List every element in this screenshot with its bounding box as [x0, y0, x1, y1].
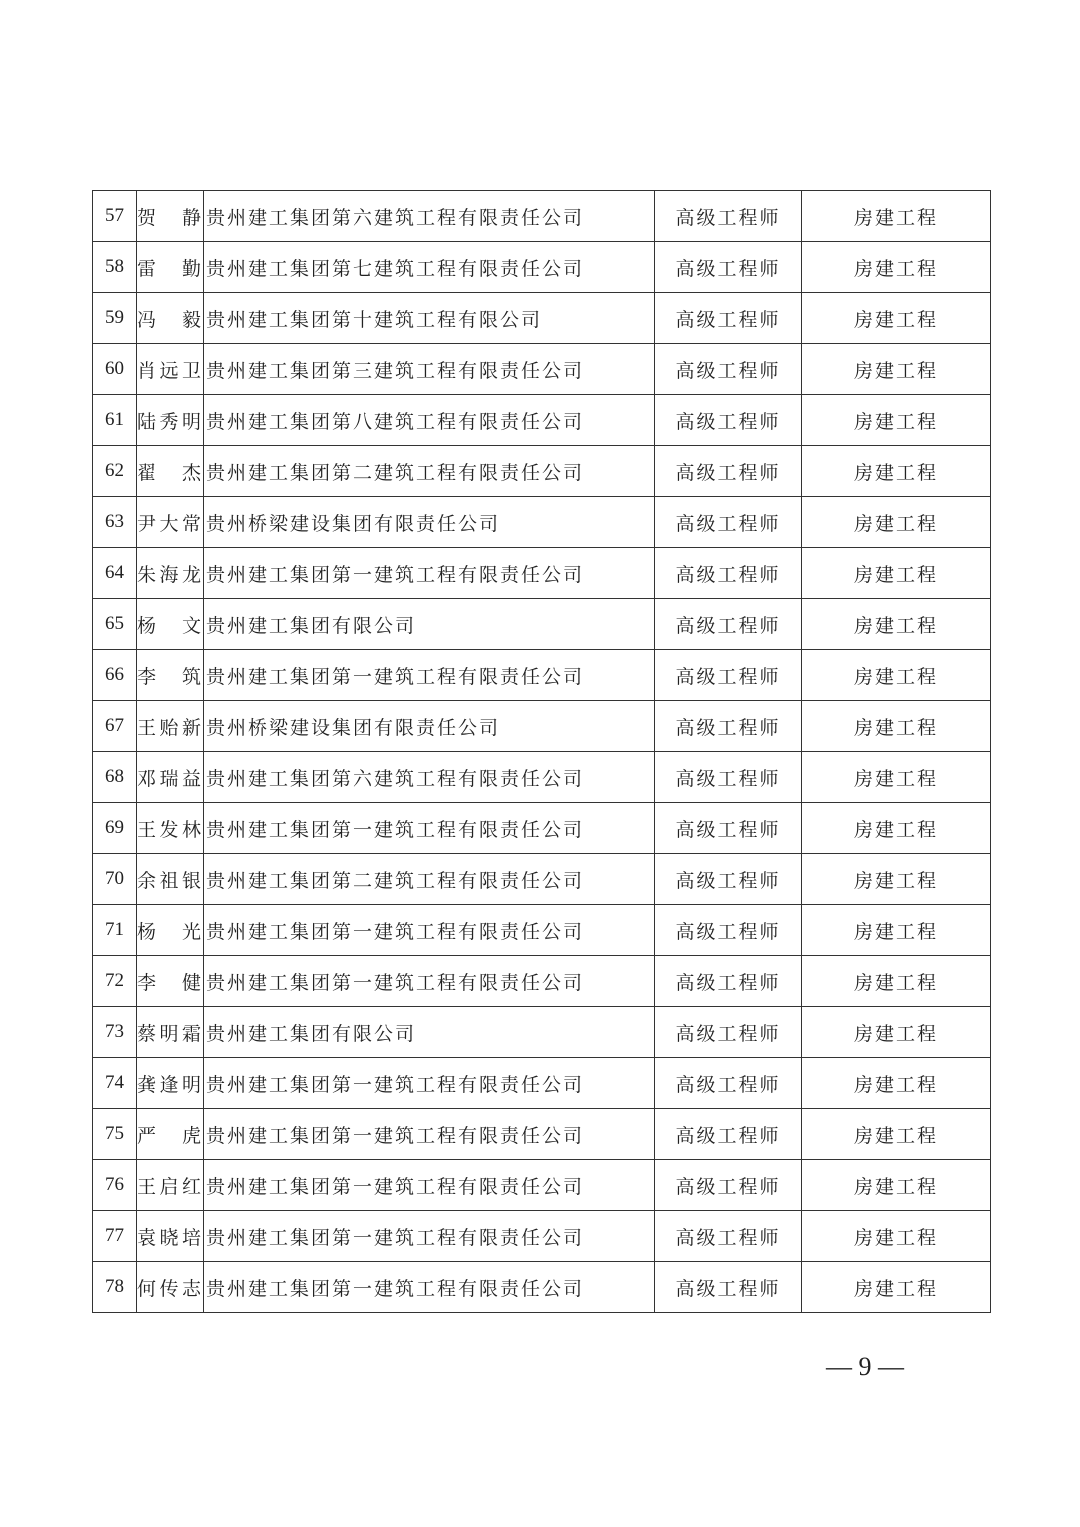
- name-cell: [137, 1262, 204, 1313]
- page-number: — 9 —: [826, 1352, 904, 1381]
- person-name: 冯 毅: [137, 308, 203, 331]
- specialty-field-cell: 房建工程: [802, 854, 991, 905]
- specialty-field-cell: 房建工程: [802, 650, 991, 701]
- professional-title-cell: 高级工程师: [655, 905, 802, 956]
- row-number-cell: 60: [93, 344, 137, 395]
- name-cell: [137, 905, 204, 956]
- person-name: 肖远卫: [137, 359, 203, 382]
- name-cell: [137, 599, 204, 650]
- table-row: [93, 752, 991, 803]
- row-number-cell: 59: [93, 293, 137, 344]
- organization-cell: 贵州建工集团第一建筑工程有限责任公司: [204, 905, 655, 956]
- organization-cell: 贵州建工集团第六建筑工程有限责任公司: [204, 191, 655, 242]
- name-cell: [137, 1109, 204, 1160]
- organization-cell: 贵州建工集团第一建筑工程有限责任公司: [204, 1262, 655, 1313]
- specialty-field-cell: 房建工程: [802, 344, 991, 395]
- name-cell: [137, 395, 204, 446]
- name-cell: [137, 1160, 204, 1211]
- professional-title-cell: 高级工程师: [655, 1262, 802, 1313]
- row-number-cell: 77: [93, 1211, 137, 1262]
- organization-cell: 贵州建工集团第十建筑工程有限公司: [204, 293, 655, 344]
- name-cell: [137, 242, 204, 293]
- row-number-cell: 69: [93, 803, 137, 854]
- specialty-field-cell: 房建工程: [802, 1160, 991, 1211]
- name-cell: [137, 293, 204, 344]
- specialty-field-cell: 房建工程: [802, 1262, 991, 1313]
- row-number-cell: 57: [93, 191, 137, 242]
- person-name: 杨 光: [137, 920, 203, 943]
- person-name: 尹大常: [137, 512, 203, 535]
- roster-table: [92, 190, 991, 1313]
- professional-title-cell: 高级工程师: [655, 1109, 802, 1160]
- roster-table-body: [93, 191, 991, 1313]
- professional-title-cell: 高级工程师: [655, 1211, 802, 1262]
- person-name: 杨 文: [137, 614, 203, 637]
- row-number-cell: 65: [93, 599, 137, 650]
- specialty-field-cell: 房建工程: [802, 1211, 991, 1262]
- specialty-field-cell: 房建工程: [802, 395, 991, 446]
- organization-cell: 贵州建工集团有限公司: [204, 1007, 655, 1058]
- person-name: 何传志: [137, 1277, 203, 1300]
- row-number-cell: 73: [93, 1007, 137, 1058]
- name-cell: [137, 446, 204, 497]
- name-cell: [137, 1007, 204, 1058]
- specialty-field-cell: 房建工程: [802, 242, 991, 293]
- row-number-cell: 66: [93, 650, 137, 701]
- person-name: 李 筑: [137, 665, 203, 688]
- person-name: 邓瑞益: [137, 767, 203, 790]
- organization-cell: 贵州建工集团第一建筑工程有限责任公司: [204, 1058, 655, 1109]
- specialty-field-cell: 房建工程: [802, 752, 991, 803]
- row-number-cell: 76: [93, 1160, 137, 1211]
- table-row: [93, 956, 991, 1007]
- name-cell: [137, 752, 204, 803]
- professional-title-cell: 高级工程师: [655, 548, 802, 599]
- name-cell: [137, 548, 204, 599]
- organization-cell: 贵州建工集团第一建筑工程有限责任公司: [204, 1160, 655, 1211]
- person-name: 严 虎: [137, 1124, 203, 1147]
- table-row: [93, 1160, 991, 1211]
- name-cell: [137, 191, 204, 242]
- row-number-cell: 78: [93, 1262, 137, 1313]
- name-cell: [137, 956, 204, 1007]
- person-name: 龚逢明: [137, 1073, 203, 1096]
- professional-title-cell: 高级工程师: [655, 803, 802, 854]
- specialty-field-cell: 房建工程: [802, 803, 991, 854]
- professional-title-cell: 高级工程师: [655, 1007, 802, 1058]
- table-row: [93, 854, 991, 905]
- row-number-cell: 71: [93, 905, 137, 956]
- name-cell: [137, 497, 204, 548]
- specialty-field-cell: 房建工程: [802, 497, 991, 548]
- table-row: [93, 803, 991, 854]
- table-row: [93, 701, 991, 752]
- row-number-cell: 63: [93, 497, 137, 548]
- name-cell: [137, 701, 204, 752]
- specialty-field-cell: 房建工程: [802, 956, 991, 1007]
- row-number-cell: 64: [93, 548, 137, 599]
- row-number-cell: 74: [93, 1058, 137, 1109]
- organization-cell: 贵州建工集团有限公司: [204, 599, 655, 650]
- table-row: [93, 548, 991, 599]
- specialty-field-cell: 房建工程: [802, 191, 991, 242]
- professional-title-cell: 高级工程师: [655, 395, 802, 446]
- person-name: 雷 勤: [137, 257, 203, 280]
- person-name: 蔡明霜: [137, 1022, 203, 1045]
- person-name: 陆秀明: [137, 410, 203, 433]
- organization-cell: 贵州建工集团第三建筑工程有限责任公司: [204, 344, 655, 395]
- row-number-cell: 67: [93, 701, 137, 752]
- organization-cell: 贵州建工集团第二建筑工程有限责任公司: [204, 854, 655, 905]
- table-row: [93, 1109, 991, 1160]
- professional-title-cell: 高级工程师: [655, 1058, 802, 1109]
- row-number-cell: 61: [93, 395, 137, 446]
- organization-cell: 贵州建工集团第七建筑工程有限责任公司: [204, 242, 655, 293]
- row-number-cell: 68: [93, 752, 137, 803]
- table-row: [93, 1058, 991, 1109]
- table-row: [93, 1211, 991, 1262]
- table-row: [93, 242, 991, 293]
- professional-title-cell: 高级工程师: [655, 242, 802, 293]
- professional-title-cell: 高级工程师: [655, 293, 802, 344]
- specialty-field-cell: 房建工程: [802, 446, 991, 497]
- professional-title-cell: 高级工程师: [655, 956, 802, 1007]
- specialty-field-cell: 房建工程: [802, 701, 991, 752]
- organization-cell: 贵州建工集团第一建筑工程有限责任公司: [204, 1211, 655, 1262]
- person-name: 袁晓培: [137, 1226, 203, 1249]
- table-row: [93, 599, 991, 650]
- table-row: [93, 650, 991, 701]
- name-cell: [137, 1058, 204, 1109]
- table-row: [93, 344, 991, 395]
- row-number-cell: 58: [93, 242, 137, 293]
- person-name: 贺 静: [137, 206, 203, 229]
- table-row: [93, 905, 991, 956]
- table-row: [93, 1007, 991, 1058]
- name-cell: [137, 650, 204, 701]
- row-number-cell: 70: [93, 854, 137, 905]
- organization-cell: 贵州建工集团第八建筑工程有限责任公司: [204, 395, 655, 446]
- organization-cell: 贵州桥梁建设集团有限责任公司: [204, 497, 655, 548]
- specialty-field-cell: 房建工程: [802, 293, 991, 344]
- organization-cell: 贵州建工集团第一建筑工程有限责任公司: [204, 956, 655, 1007]
- organization-cell: 贵州建工集团第六建筑工程有限责任公司: [204, 752, 655, 803]
- professional-title-cell: 高级工程师: [655, 344, 802, 395]
- table-row: [93, 191, 991, 242]
- organization-cell: 贵州桥梁建设集团有限责任公司: [204, 701, 655, 752]
- professional-title-cell: 高级工程师: [655, 497, 802, 548]
- table-row: [93, 1262, 991, 1313]
- person-name: 王启红: [137, 1175, 203, 1198]
- specialty-field-cell: 房建工程: [802, 599, 991, 650]
- row-number-cell: 72: [93, 956, 137, 1007]
- organization-cell: 贵州建工集团第一建筑工程有限责任公司: [204, 803, 655, 854]
- specialty-field-cell: 房建工程: [802, 905, 991, 956]
- professional-title-cell: 高级工程师: [655, 650, 802, 701]
- table-row: [93, 446, 991, 497]
- person-name: 王发林: [137, 818, 203, 841]
- name-cell: [137, 344, 204, 395]
- professional-title-cell: 高级工程师: [655, 701, 802, 752]
- specialty-field-cell: 房建工程: [802, 1058, 991, 1109]
- professional-title-cell: 高级工程师: [655, 191, 802, 242]
- person-name: 朱海龙: [137, 563, 203, 586]
- row-number-cell: 75: [93, 1109, 137, 1160]
- person-name: 余祖银: [137, 869, 203, 892]
- organization-cell: 贵州建工集团第一建筑工程有限责任公司: [204, 650, 655, 701]
- name-cell: [137, 854, 204, 905]
- professional-title-cell: 高级工程师: [655, 599, 802, 650]
- professional-title-cell: 高级工程师: [655, 446, 802, 497]
- person-name: 王贻新: [137, 716, 203, 739]
- person-name: 李 健: [137, 971, 203, 994]
- table-row: [93, 395, 991, 446]
- row-number-cell: 62: [93, 446, 137, 497]
- table-row: [93, 497, 991, 548]
- professional-title-cell: 高级工程师: [655, 854, 802, 905]
- specialty-field-cell: 房建工程: [802, 1007, 991, 1058]
- professional-title-cell: 高级工程师: [655, 1160, 802, 1211]
- specialty-field-cell: 房建工程: [802, 1109, 991, 1160]
- professional-title-cell: 高级工程师: [655, 752, 802, 803]
- person-name: 翟 杰: [137, 461, 203, 484]
- organization-cell: 贵州建工集团第一建筑工程有限责任公司: [204, 548, 655, 599]
- table-row: [93, 293, 991, 344]
- organization-cell: 贵州建工集团第二建筑工程有限责任公司: [204, 446, 655, 497]
- specialty-field-cell: 房建工程: [802, 548, 991, 599]
- organization-cell: 贵州建工集团第一建筑工程有限责任公司: [204, 1109, 655, 1160]
- name-cell: [137, 803, 204, 854]
- name-cell: [137, 1211, 204, 1262]
